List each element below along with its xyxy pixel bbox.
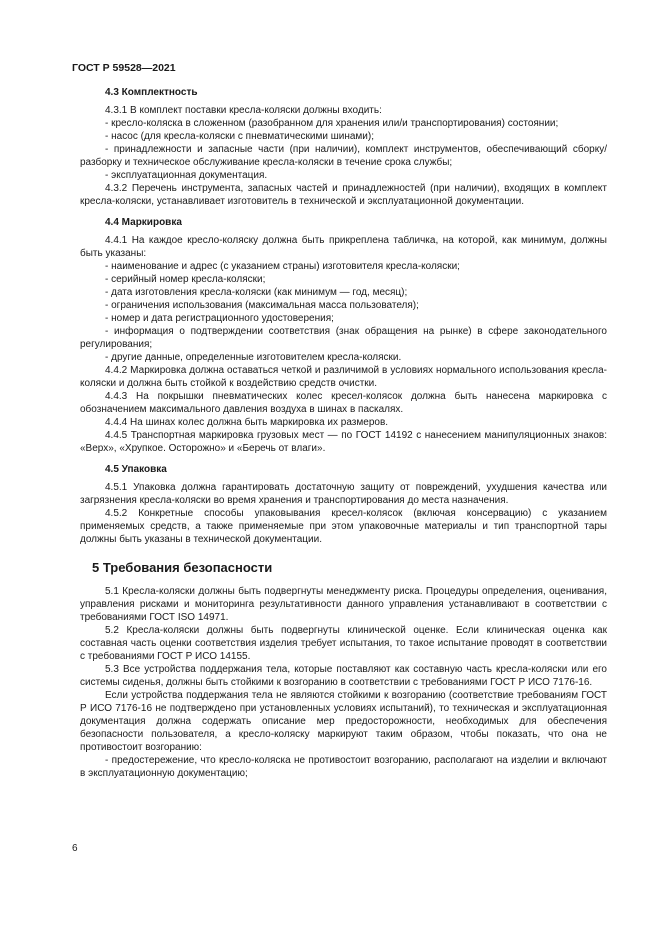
section-title-4-5: 4.5 Упаковка	[105, 464, 167, 475]
list-item: - эксплуатационная документация.	[105, 170, 268, 181]
list-item: - дата изготовления кресла-коляски (как минимум — год, месяц);	[105, 287, 408, 298]
list-item: - информация о подтверждении соответствия (знак обращения на рынке) в сфере законодательного регулирования;	[80, 326, 607, 350]
paragraph: 4.5.1 Упаковка должна гарантировать достаточную защиту от повреждений, ухудшения качества или загрязнения кресла-коляски во время хранения и транспортирования до места назначения.	[80, 482, 607, 506]
list-item: - серийный номер кресла-коляски;	[105, 274, 266, 285]
paragraph: 5.3 Все устройства поддержания тела, которые поставляют как составную часть кресла-коляски или его системы сиденья, должны быть стойкими к возгоранию в соответствии с требованиями ГОСТ Р ИСО 7176-16.	[80, 664, 607, 688]
document-code: ГОСТ Р 59528—2021	[72, 62, 176, 74]
list-item: - предостережение, что кресло-коляска не противостоит возгоранию, располагают на изделии и включают в эксплуатационную документацию;	[80, 755, 607, 779]
list-item: - ограничения использования (максимальная масса пользователя);	[105, 300, 419, 311]
paragraph: 5.1 Кресла-коляски должны быть подвергнуты менеджменту риска. Процедуры определения, оценивания, управления рисками и мониторинга результативности данного управления устанавливают в соответствии с требованиями ГОСТ ISO 14971.	[80, 586, 607, 623]
paragraph: 4.4.2 Маркировка должна оставаться четкой и различимой в условиях нормального использования кресла-коляски и должна быть стойкой к воздействию средств очистки.	[80, 365, 607, 389]
paragraph: 4.5.2 Конкретные способы упаковывания кресел-колясок (включая консервацию) с указанием применяемых средств, а также применяемые при этом упаковочные материалы и тип транспортной тары должны быть указаны в технической документации.	[80, 508, 607, 545]
list-item: - номер и дата регистрационного удостоверения;	[105, 313, 334, 324]
list-item: - другие данные, определенные изготовителем кресла-коляски.	[105, 352, 402, 363]
paragraph: 4.4.1 На каждое кресло-коляску должна быть прикреплена табличка, на которой, как минимум, должны быть указаны:	[80, 235, 607, 259]
paragraph: 5.2 Кресла-коляски должны быть подвергнуты клинической оценке. Если клиническая оценка как составная часть оценки соответствия изделия требует испытания, то такое испытание проводят в соответствии с требованиями ГОСТ Р ИСО 14155.	[80, 625, 607, 662]
page-body	[80, 86, 607, 780]
paragraph: Если устройства поддержания тела не являются стойкими к возгоранию (соответствие требованиям ГОСТ Р ИСО 7176-16 не подтверждено при установленных условиях испытаний), то техническая и эксплуатационная документация должна содержать описание мер предосторожности, необходимых для обеспечения безопасности пользователя, а кресло-коляску маркируют таким образом, чтобы показать, что она не противостоит возгоранию:	[80, 690, 607, 753]
paragraph: 4.3.1 В комплект поставки кресла-коляски должны входить:	[105, 105, 382, 116]
paragraph: 4.3.2 Перечень инструмента, запасных частей и принадлежностей (при наличии), входящих в комплект кресла-коляски, устанавливает изготовитель в технической и эксплуатационной документации.	[80, 183, 607, 207]
list-item: - кресло-коляска в сложенном (разобранном для хранения или/и транспортирования) состоянии;	[105, 118, 559, 129]
list-item: - наименование и адрес (с указанием страны) изготовителя кресла-коляски;	[105, 261, 460, 272]
list-item: - принадлежности и запасные части (при наличии), комплект инструментов, обеспечивающий сборку/разборку и техническое обслуживание кресла-коляски в течение срока службы;	[80, 144, 607, 168]
section-title-4-4: 4.4 Маркировка	[105, 217, 182, 228]
paragraph: 4.4.4 На шинах колес должна быть маркировка их размеров.	[105, 417, 389, 428]
list-item: - насос (для кресла-коляски с пневматическими шинами);	[105, 131, 374, 142]
paragraph: 4.4.3 На покрышки пневматических колес кресел-колясок должна быть нанесена маркировка с обозначением максимального давления воздуха в шинах в паскалях.	[80, 391, 607, 415]
paragraph: 4.4.5 Транспортная маркировка грузовых мест — по ГОСТ 14192 с нанесением манипуляционных знаков: «Верх», «Хрупкое. Осторожно» и «Беречь от влаги».	[80, 430, 607, 454]
section-title-5: 5 Требования безопасности	[92, 560, 273, 575]
page-number: 6	[72, 843, 78, 854]
section-title-4-3: 4.3 Комплектность	[105, 87, 198, 98]
